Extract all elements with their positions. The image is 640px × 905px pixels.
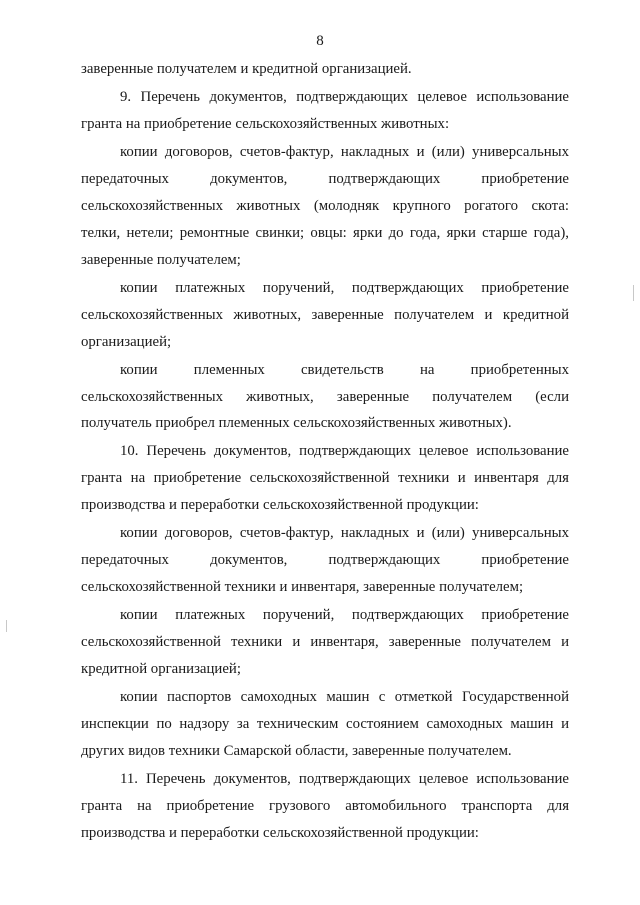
paragraph-first-line: 10. Перечень документов, подтверждающих целевое использование xyxy=(120,443,569,459)
text-line: передаточных документов, подтверждающих приобретение xyxy=(81,171,569,187)
text-line: сельскохозяйственных животных, заверенные получателем (если xyxy=(81,389,569,405)
paragraph-first-line: 11. Перечень документов, подтверждающих целевое использование xyxy=(120,771,569,787)
paragraph-first-line: копии паспортов самоходных машин с отметкой Государственной xyxy=(120,689,569,705)
paragraph-first-line: 9. Перечень документов, подтверждающих целевое использование xyxy=(120,89,569,105)
text-line: сельскохозяйственной техники и инвентаря, заверенные получателем и xyxy=(81,634,569,650)
text-line: сельскохозяйственных животных (молодняк крупного рогатого скота: xyxy=(81,198,569,214)
page-number: 8 xyxy=(316,33,324,49)
text-line: заверенные получателем и кредитной организацией. xyxy=(81,61,412,77)
text-line: передаточных документов, подтверждающих приобретение xyxy=(81,552,569,568)
text-line: гранта на приобретение сельскохозяйственных животных: xyxy=(81,116,450,132)
text-line: сельскохозяйственных животных, заверенные получателем и кредитной xyxy=(81,307,569,323)
text-line: производства и переработки сельскохозяйственной продукции: xyxy=(81,497,479,513)
text-line: производства и переработки сельскохозяйственной продукции: xyxy=(81,825,479,841)
text-line: организацией; xyxy=(81,334,172,350)
text-line: гранта на приобретение сельскохозяйственной техники и инвентаря для xyxy=(81,470,569,486)
text-line: телки, нетели; ремонтные свинки; овцы: ярки до года, ярки старше года), xyxy=(81,225,569,241)
text-line: инспекции по надзору за техническим состоянием самоходных машин и xyxy=(81,716,569,732)
paragraph-first-line: копии договоров, счетов-фактур, накладных и (или) универсальных xyxy=(120,144,569,160)
scan-edge-mark xyxy=(633,285,634,301)
paragraph-first-line: копии платежных поручений, подтверждающих приобретение xyxy=(120,607,569,623)
text-line: сельскохозяйственной техники и инвентаря, заверенные получателем; xyxy=(81,579,524,595)
scan-edge-mark xyxy=(6,620,7,632)
paragraph-first-line: копии племенных свидетельств на приобретенных xyxy=(120,362,569,378)
text-line: заверенные получателем; xyxy=(81,252,241,268)
text-line: получатель приобрел племенных сельскохозяйственных животных). xyxy=(81,415,512,431)
text-line: кредитной организацией; xyxy=(81,661,241,677)
text-line: гранта на приобретение грузового автомобильного транспорта для xyxy=(81,798,569,814)
text-line: других видов техники Самарской области, заверенные получателем. xyxy=(81,743,512,759)
paragraph-first-line: копии платежных поручений, подтверждающих приобретение xyxy=(120,280,569,296)
paragraph-first-line: копии договоров, счетов-фактур, накладных и (или) универсальных xyxy=(120,525,569,541)
